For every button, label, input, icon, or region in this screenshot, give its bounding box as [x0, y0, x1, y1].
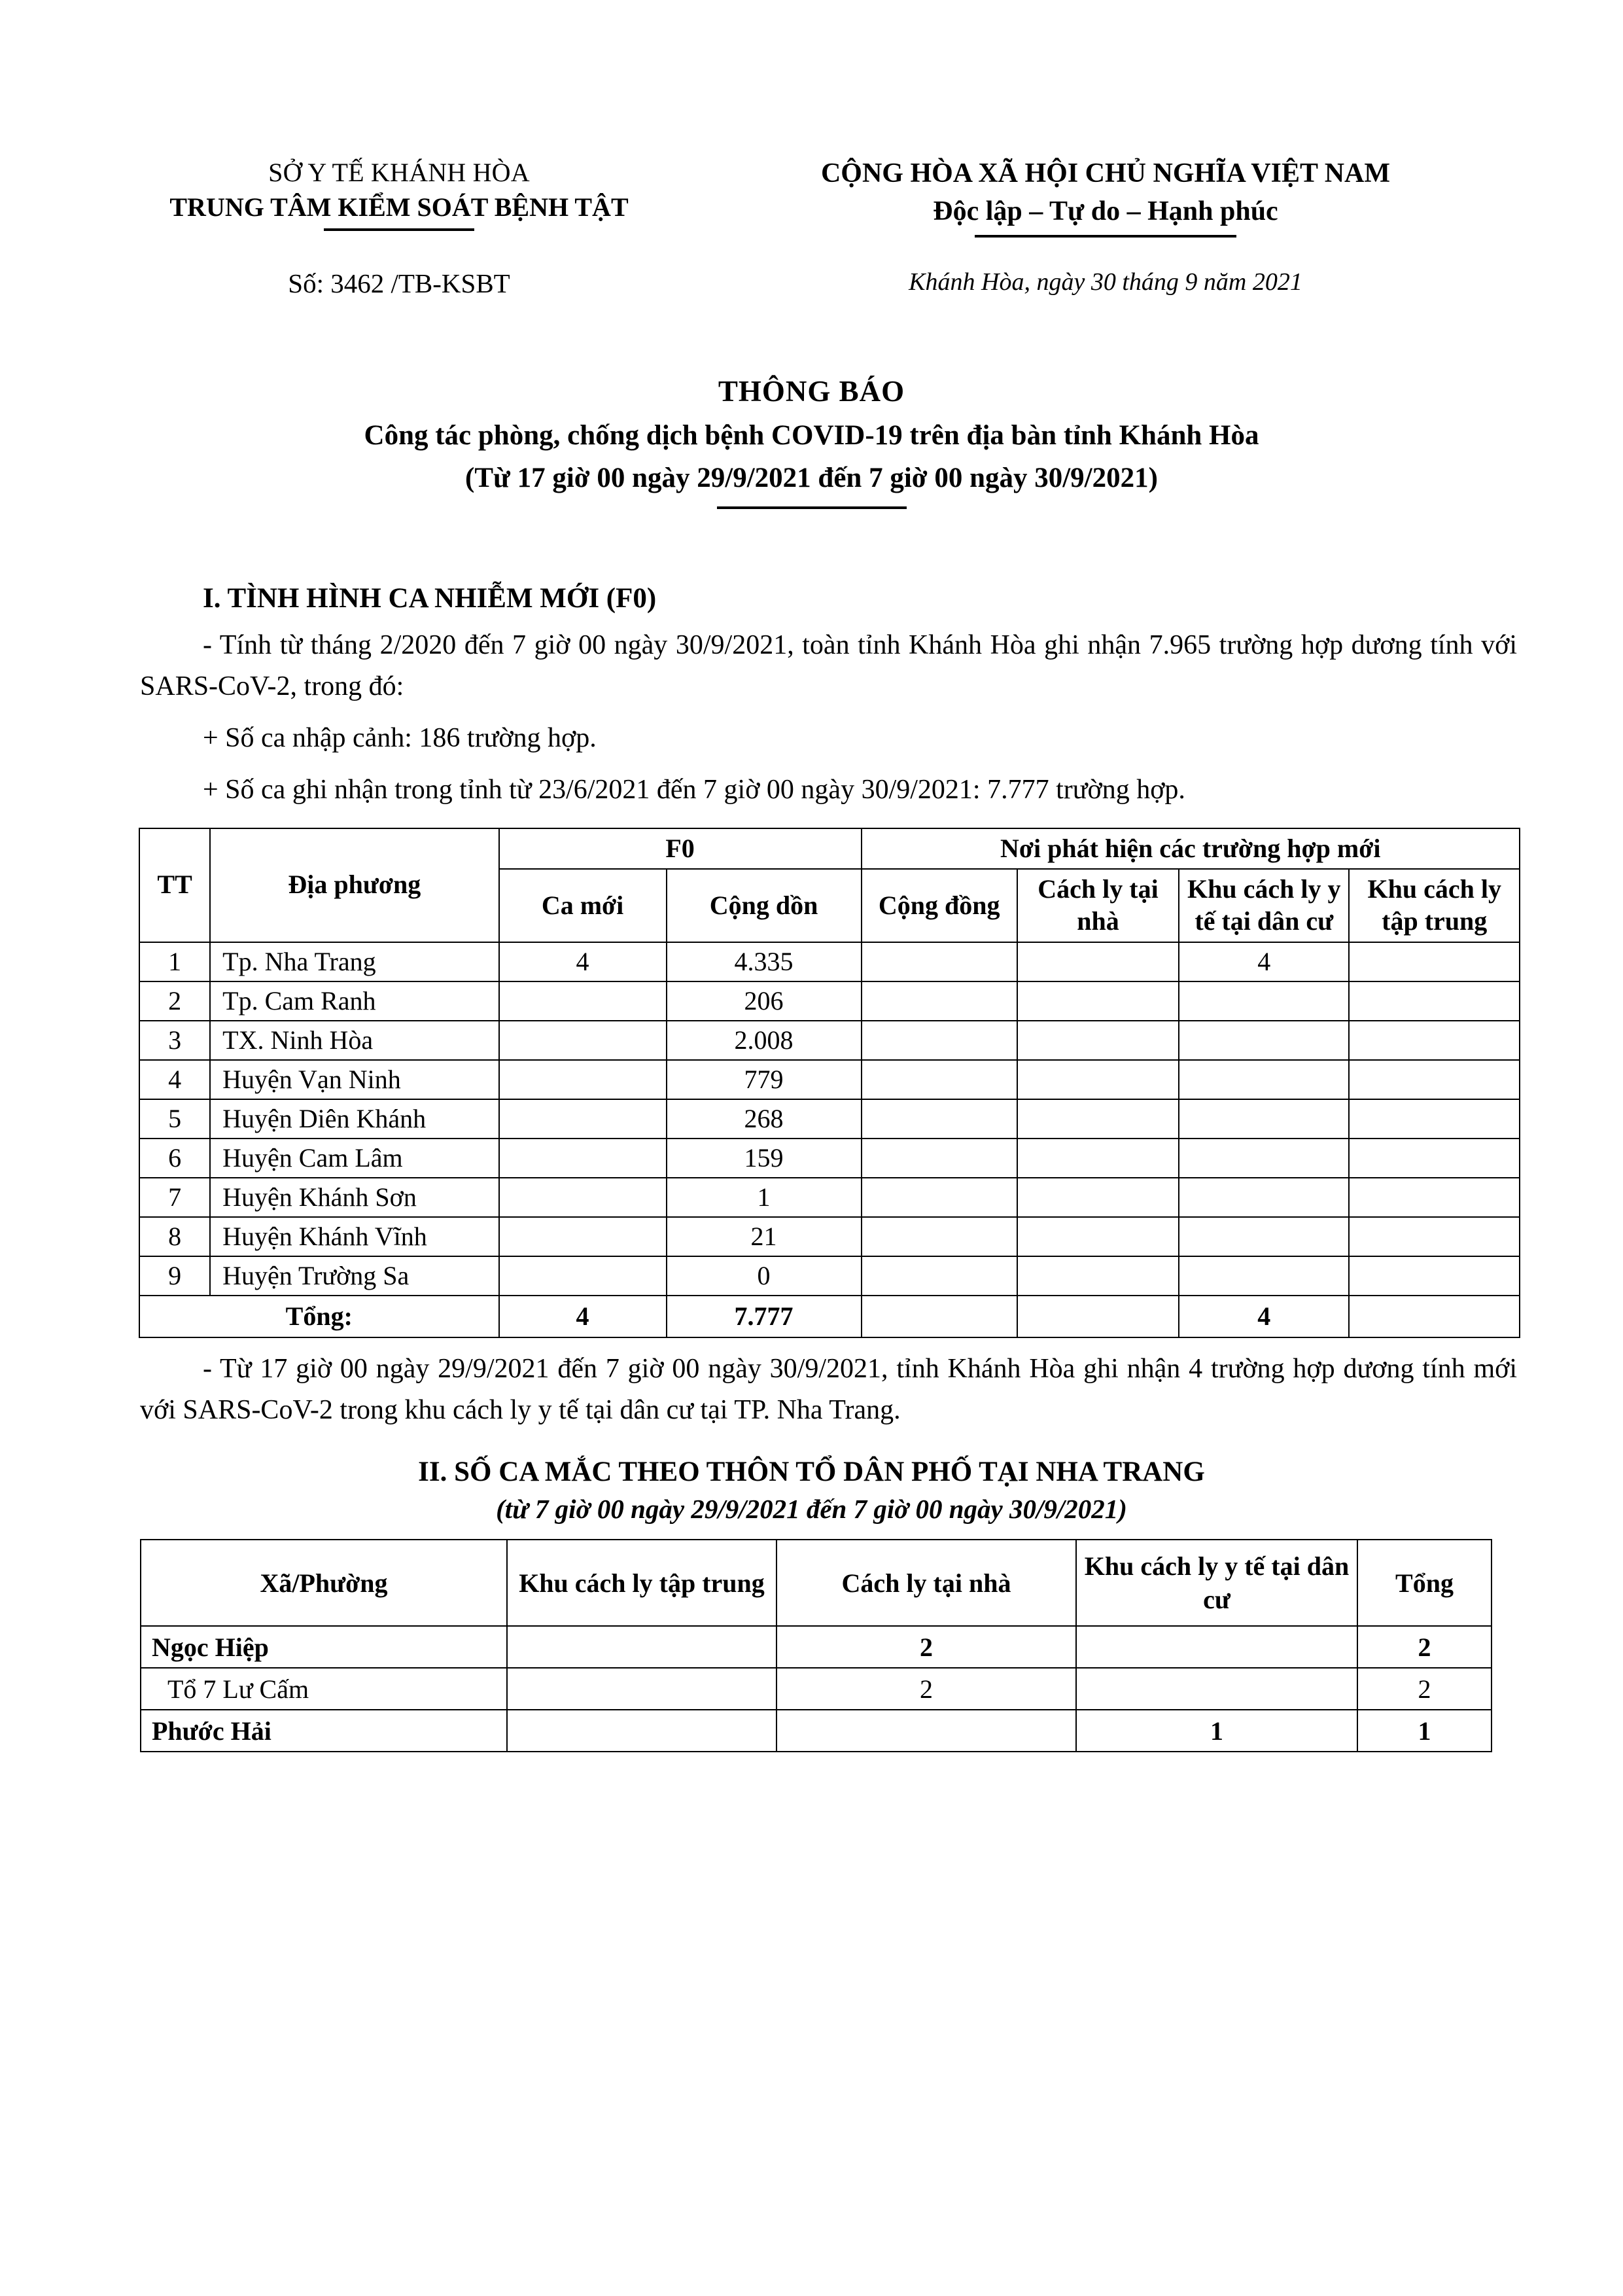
table-row [141, 1668, 1492, 1710]
cell-residential-medical-quarantine [1179, 1256, 1349, 1296]
national-motto: Độc lập – Tự do – Hạnh phúc [933, 196, 1278, 227]
title-subject-line: Công tác phòng, chống dịch bệnh COVID-19 trên địa bàn tỉnh Khánh Hòa [364, 419, 1259, 451]
cell-tt: 6 [139, 1139, 210, 1178]
header-left-divider [324, 228, 474, 231]
cell-community [862, 1099, 1017, 1139]
table-total-row [139, 1296, 1520, 1337]
cell-new-cases [499, 1021, 667, 1060]
table-row [139, 981, 1520, 1021]
th-tt: TT [139, 828, 210, 942]
title-divider [717, 506, 907, 509]
cell-new-cases [499, 981, 667, 1021]
cell-home-quarantine [1017, 942, 1179, 981]
cell-total-label: Tổng: [139, 1296, 499, 1337]
cell-community [862, 1021, 1017, 1060]
cell-residential-medical-quarantine [1179, 1021, 1349, 1060]
cell-tt: 1 [139, 942, 210, 981]
cell-locality: Huyện Diên Khánh [210, 1099, 498, 1139]
cell-community [862, 1256, 1017, 1296]
cell-new-cases [499, 1256, 667, 1296]
department-name: SỞ Y TẾ KHÁNH HÒA [268, 158, 530, 187]
place-and-date: Khánh Hòa, ngày 30 tháng 9 năm 2021 [909, 268, 1302, 296]
cell-locality: Huyện Khánh Vĩnh [210, 1217, 498, 1256]
cell-total-residential-medical-quarantine: 4 [1179, 1296, 1349, 1337]
cell-central-quarantine [1349, 1139, 1520, 1178]
cell-total-community [862, 1296, 1017, 1337]
cell-central-quarantine [1349, 1217, 1520, 1256]
cell-community [862, 1178, 1017, 1217]
cell-central-quarantine [1349, 1021, 1520, 1060]
cell-locality: Huyện Trường Sa [210, 1256, 498, 1296]
cell-residential-medical-quarantine [1179, 1060, 1349, 1099]
th-f0-group: F0 [499, 828, 862, 870]
ward-case-table [140, 1539, 1492, 1752]
cell-total-cumulative: 7.777 [667, 1296, 862, 1337]
locality-table-body [139, 942, 1520, 1337]
cell-home-quarantine: 2 [777, 1626, 1076, 1668]
cell-new-cases [499, 1178, 667, 1217]
table-row [139, 1217, 1520, 1256]
locality-table-head [139, 828, 1520, 942]
cell-locality: TX. Ninh Hòa [210, 1021, 498, 1060]
cell-home-quarantine [1017, 1139, 1179, 1178]
ward-table-head [141, 1540, 1492, 1626]
th-community: Cộng đồng [862, 869, 1017, 942]
cell-home-quarantine [1017, 981, 1179, 1021]
cell-community [862, 981, 1017, 1021]
table-row [139, 1139, 1520, 1178]
cell-locality: Huyện Khánh Sơn [210, 1178, 498, 1217]
locality-table-container [139, 828, 1623, 1338]
cell-tt: 9 [139, 1256, 210, 1296]
section-one [140, 582, 1517, 811]
th-locality: Địa phương [210, 828, 498, 942]
cell-ward: Ngọc Hiệp [141, 1626, 507, 1668]
cell-cumulative: 2.008 [667, 1021, 862, 1060]
cell-tt: 4 [139, 1060, 210, 1099]
section-one-paragraph-after-table: - Từ 17 giờ 00 ngày 29/9/2021 đến 7 giờ 00 ngày 30/9/2021, tỉnh Khánh Hòa ghi nhận 4 trường hợp dương tính mới với SARS-CoV-2 trong khu cách ly y tế tại dân cư tại TP. Nha Trang. [140, 1353, 1517, 1425]
cell-home-quarantine [1017, 1256, 1179, 1296]
cell-home-quarantine [1017, 1099, 1179, 1139]
table-row [141, 1626, 1492, 1668]
cell-cumulative: 268 [667, 1099, 862, 1139]
document-title-block [0, 370, 1623, 508]
cell-community [862, 942, 1017, 981]
cell-total-central-quarantine [1349, 1296, 1520, 1337]
cell-tt: 2 [139, 981, 210, 1021]
section-two [0, 1456, 1623, 1525]
section-two-subheading: (từ 7 giờ 00 ngày 29/9/2021 đến 7 giờ 00 ngày 30/9/2021) [496, 1493, 1127, 1524]
cell-residential-medical-quarantine: 4 [1179, 942, 1349, 981]
table-row [139, 1060, 1520, 1099]
cell-locality: Huyện Vạn Ninh [210, 1060, 498, 1099]
cell-central-quarantine [1349, 1060, 1520, 1099]
cell-home-quarantine: 2 [777, 1668, 1076, 1710]
section-one-paragraph-2: + Số ca nhập cảnh: 186 trường hợp. [203, 722, 597, 753]
cell-central-quarantine [507, 1626, 777, 1668]
cell-total-home-quarantine [1017, 1296, 1179, 1337]
cell-locality: Huyện Cam Lâm [210, 1139, 498, 1178]
cell-residential-medical-quarantine [1179, 981, 1349, 1021]
section-one-after-table [140, 1349, 1517, 1431]
th2-central-quarantine: Khu cách ly tập trung [507, 1540, 777, 1626]
th2-home-quarantine: Cách ly tại nhà [777, 1540, 1076, 1626]
cell-central-quarantine [1349, 1099, 1520, 1139]
cell-central-quarantine [1349, 1178, 1520, 1217]
cell-total-new-cases: 4 [499, 1296, 667, 1337]
cell-residential-medical-quarantine: 1 [1076, 1710, 1357, 1752]
table-row [139, 1178, 1520, 1217]
cell-locality: Tp. Cam Ranh [210, 981, 498, 1021]
table-row [139, 1099, 1520, 1139]
cell-community [862, 1060, 1017, 1099]
cell-new-cases [499, 1217, 667, 1256]
document-number: Số: 3462 /TB-KSBT [288, 268, 510, 299]
document-header [0, 0, 1623, 238]
cell-home-quarantine [1017, 1021, 1179, 1060]
table-header-row-group [139, 828, 1520, 870]
th-home-quarantine: Cách ly tại nhà [1017, 869, 1179, 942]
th-detection-group: Nơi phát hiện các trường hợp mới [862, 828, 1520, 870]
table-row [139, 1021, 1520, 1060]
cell-residential-medical-quarantine [1076, 1626, 1357, 1668]
cell-central-quarantine [1349, 981, 1520, 1021]
cell-tt: 8 [139, 1217, 210, 1256]
locality-case-table [139, 828, 1520, 1338]
cell-central-quarantine [1349, 942, 1520, 981]
ward-table-container [140, 1539, 1623, 1752]
cell-residential-medical-quarantine [1179, 1099, 1349, 1139]
cell-tt: 3 [139, 1021, 210, 1060]
th-cumulative: Cộng dồn [667, 869, 862, 942]
table-row [141, 1710, 1492, 1752]
cell-cumulative: 0 [667, 1256, 862, 1296]
cell-cumulative: 779 [667, 1060, 862, 1099]
table-row [139, 1256, 1520, 1296]
cell-cumulative: 21 [667, 1217, 862, 1256]
cell-home-quarantine [777, 1710, 1076, 1752]
cell-community [862, 1139, 1017, 1178]
cell-residential-medical-quarantine [1179, 1217, 1349, 1256]
section-one-paragraph-1: - Tính từ tháng 2/2020 đến 7 giờ 00 ngày 30/9/2021, toàn tỉnh Khánh Hòa ghi nhận 7.965 trường hợp dương tính với SARS-CoV-2, trong đó: [140, 629, 1517, 701]
title-period-line: (Từ 17 giờ 00 ngày 29/9/2021 đến 7 giờ 00 ngày 30/9/2021) [465, 463, 1158, 494]
cell-new-cases [499, 1139, 667, 1178]
cell-tt: 7 [139, 1178, 210, 1217]
cell-cumulative: 4.335 [667, 942, 862, 981]
cell-community [862, 1217, 1017, 1256]
national-motto-block [720, 156, 1492, 238]
cell-new-cases: 4 [499, 942, 667, 981]
cell-total: 2 [1357, 1626, 1492, 1668]
cell-residential-medical-quarantine [1076, 1668, 1357, 1710]
cell-home-quarantine [1017, 1217, 1179, 1256]
th2-total: Tổng [1357, 1540, 1492, 1626]
cell-home-quarantine [1017, 1060, 1179, 1099]
cell-ward: Phước Hải [141, 1710, 507, 1752]
document-subheader [0, 268, 1623, 299]
th2-ward: Xã/Phường [141, 1540, 507, 1626]
cell-home-quarantine [1017, 1178, 1179, 1217]
th-central-quarantine: Khu cách ly tập trung [1349, 869, 1520, 942]
cell-new-cases [499, 1099, 667, 1139]
th-new-cases: Ca mới [499, 869, 667, 942]
cell-residential-medical-quarantine [1179, 1178, 1349, 1217]
ward-table-header-row [141, 1540, 1492, 1626]
cell-new-cases [499, 1060, 667, 1099]
cell-cumulative: 159 [667, 1139, 862, 1178]
cell-central-quarantine [507, 1710, 777, 1752]
header-right-divider [975, 235, 1236, 238]
cell-central-quarantine [1349, 1256, 1520, 1296]
cell-cumulative: 206 [667, 981, 862, 1021]
section-one-heading: I. TÌNH HÌNH CA NHIỄM MỚI (F0) [203, 582, 657, 614]
page-title: THÔNG BÁO [718, 375, 905, 408]
th-residential-medical-quarantine: Khu cách ly y tế tại dân cư [1179, 869, 1349, 942]
ward-table-body [141, 1626, 1492, 1752]
section-two-heading: II. SỐ CA MẮC THEO THÔN TỔ DÂN PHỐ TẠI NHA TRANG [418, 1456, 1205, 1487]
country-name: CỘNG HÒA XÃ HỘI CHỦ NGHĨA VIỆT NAM [820, 158, 1391, 188]
cell-total: 1 [1357, 1710, 1492, 1752]
cell-total: 2 [1357, 1668, 1492, 1710]
table-row [139, 942, 1520, 981]
issuing-organization-block [0, 156, 720, 238]
cell-locality: Tp. Nha Trang [210, 942, 498, 981]
cell-tt: 5 [139, 1099, 210, 1139]
cell-central-quarantine [507, 1668, 777, 1710]
center-name: TRUNG TÂM KIỂM SOÁT BỆNH TẬT [169, 192, 629, 222]
cell-ward: Tổ 7 Lư Cấm [141, 1668, 507, 1710]
cell-residential-medical-quarantine [1179, 1139, 1349, 1178]
section-one-paragraph-3: + Số ca ghi nhận trong tỉnh từ 23/6/2021 đến 7 giờ 00 ngày 30/9/2021: 7.777 trường hợp. [203, 774, 1185, 805]
th2-residential-medical-quarantine: Khu cách ly y tế tại dân cư [1076, 1540, 1357, 1626]
cell-cumulative: 1 [667, 1178, 862, 1217]
